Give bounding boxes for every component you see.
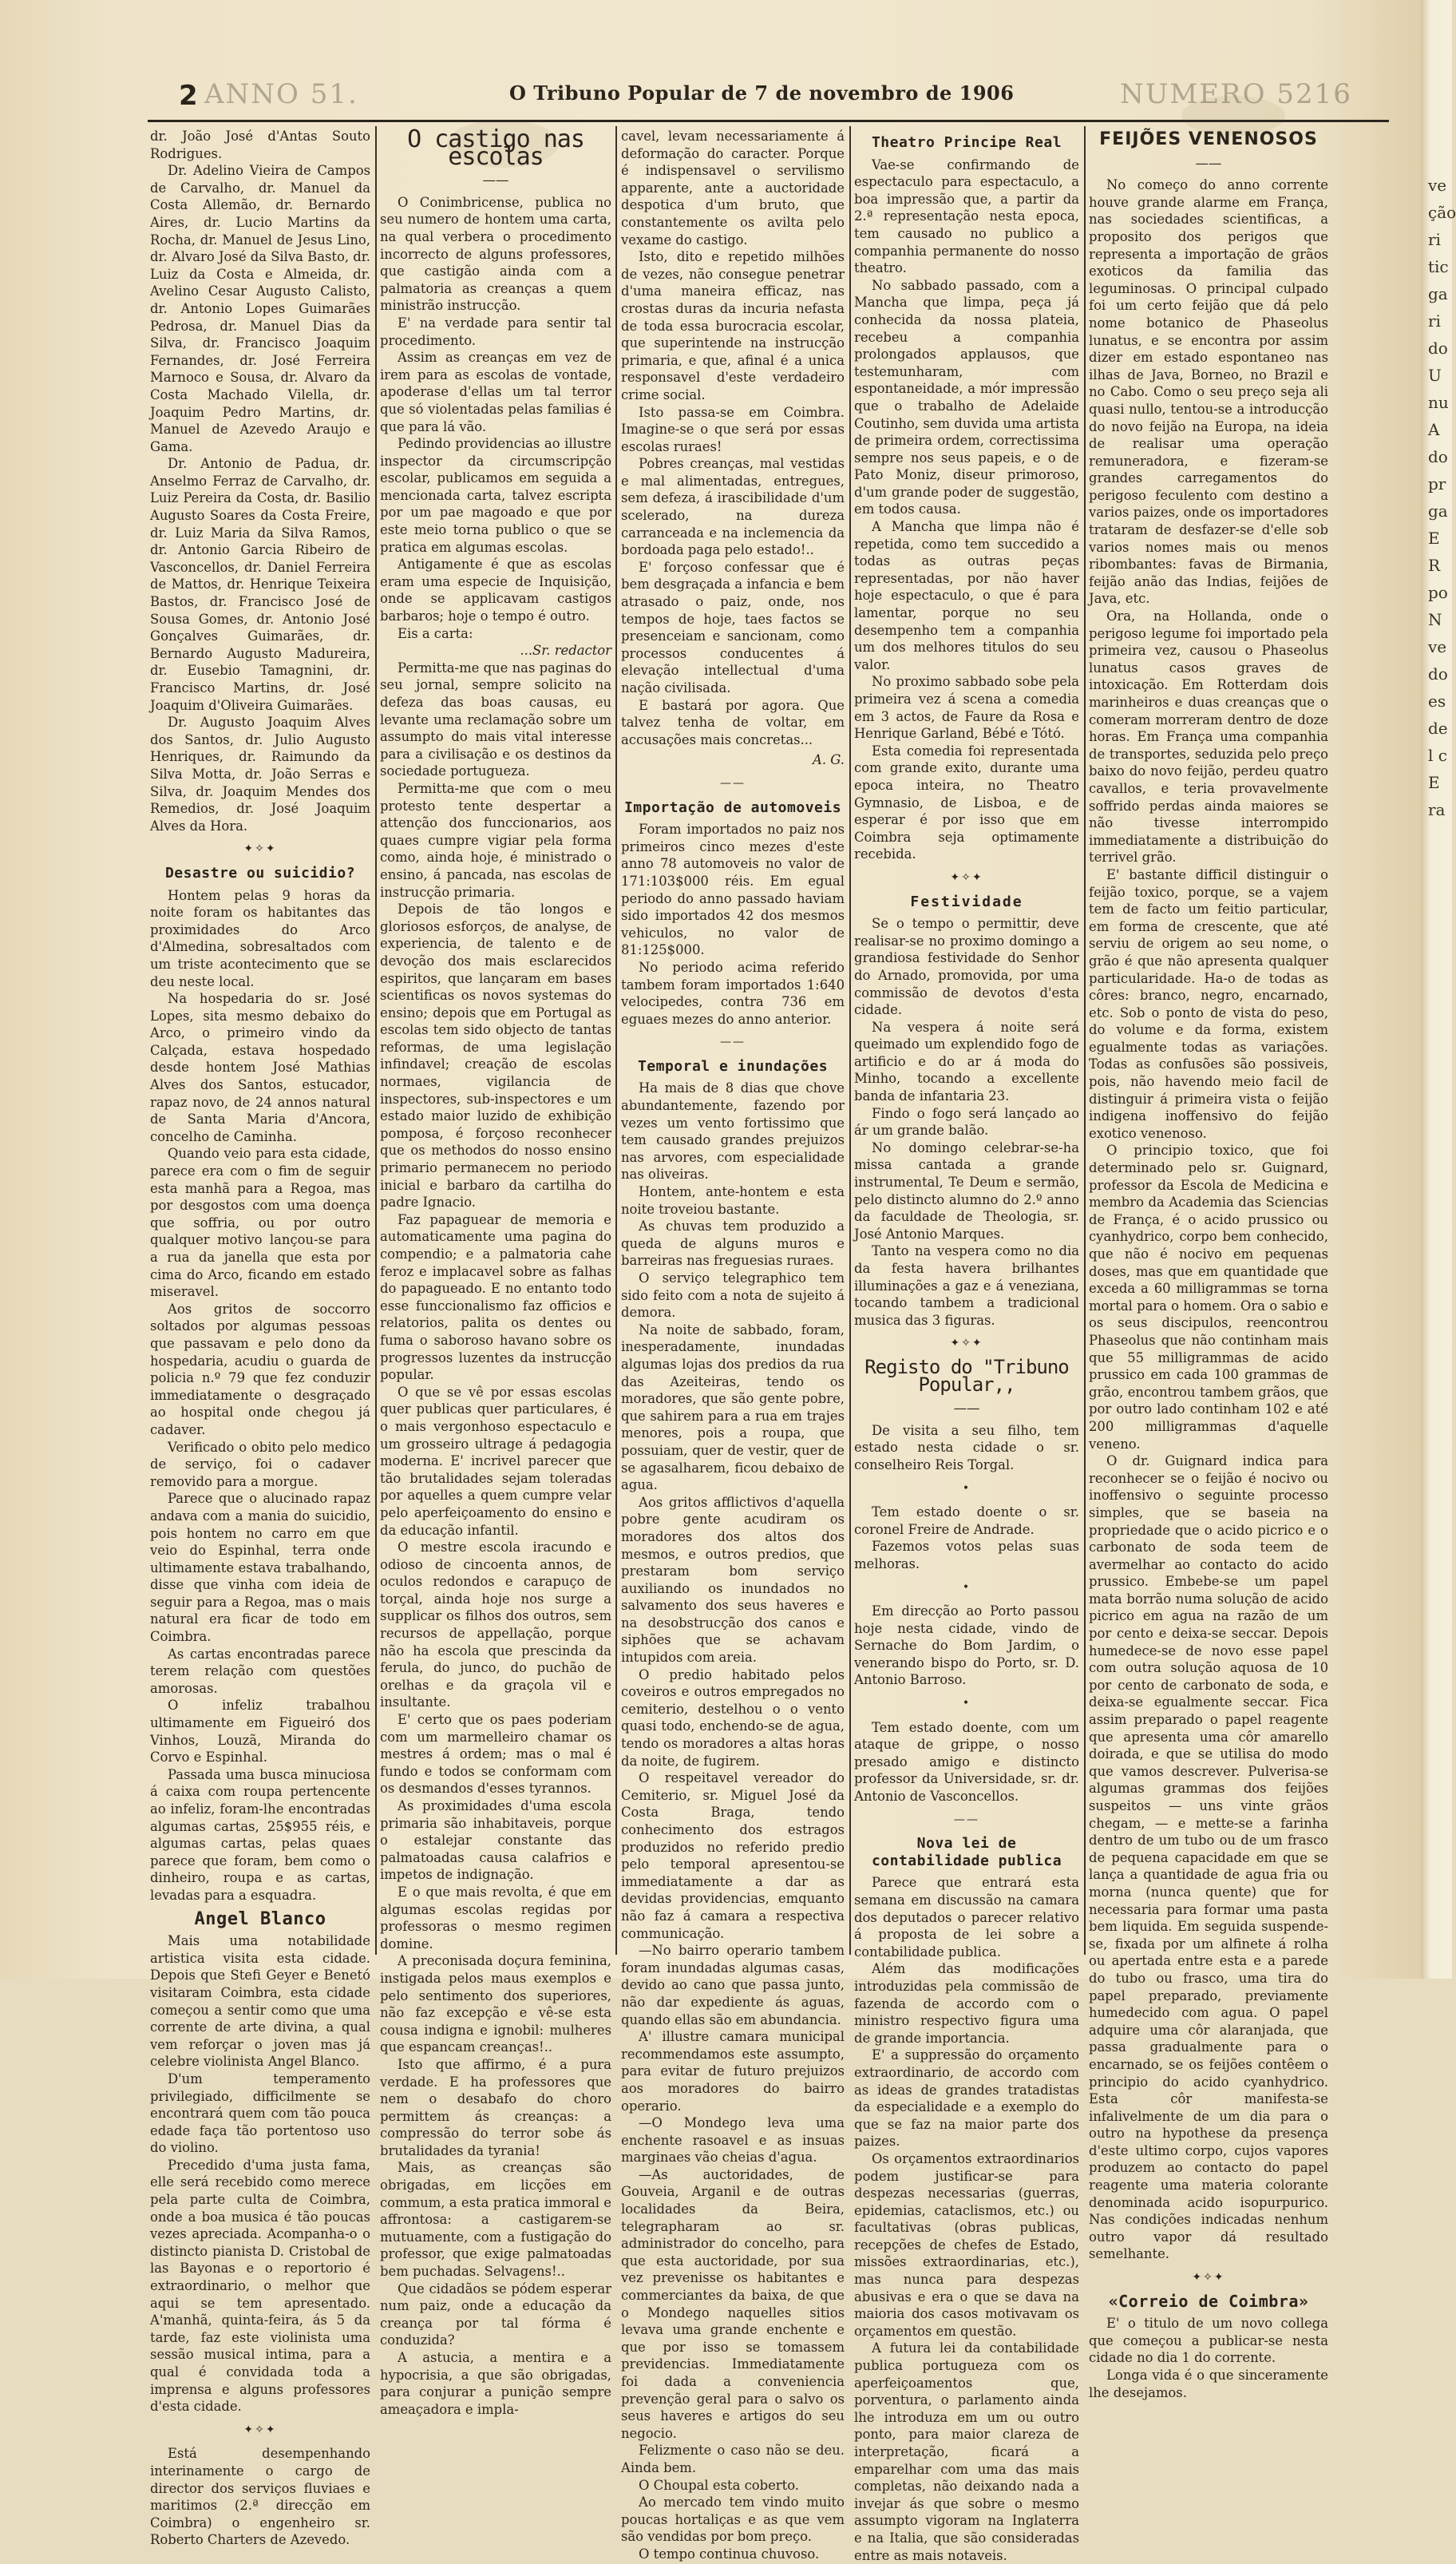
paragraph: dr. João José d'Antas Souto Rodrigues. (150, 129, 370, 161)
paragraph: Vae-se confirmando de espectaculo para espectaculo, a boa impressão que, a partir da 2.ª representação nesta epoca, tem causado no publico a companhia permanente do nosso theatro. (854, 157, 1079, 276)
paragraph: Isto que affirmo, é a pura verdade. E ha professores que nem o desabafo do choro permittem ás creanças: a compressão do terror sobe ás brutalidades da tyrania! (380, 2056, 611, 2158)
paragraph: No domingo celebrar-se-ha missa cantada a grande instrumental, Te Deum e sermão, pelo distincto alumno do 2.º anno da faculdade de Theologia, sr. José Antonio Marques. (854, 1139, 1079, 1242)
bleed-through-text: ANNO 51. (204, 78, 358, 110)
paragraph: Aos gritos afflictivos d'aquella pobre gente acudiram os moradores dos altos dos mesmos, e outros predios, que prestaram bom serviço auxiliando os inundados no salvamento dos seus haveres e na desobstrucção dos canos e siphões que se achavam intupidos com areia. (621, 1494, 845, 1666)
paragraph: Esta comedia foi representada com grande exito, durante uma epoca inteira, no Theatro Gymnasio, de Lisboa, e de esperar é por isso que em Coimbra seja optimamente recebida. (854, 743, 1079, 862)
paragraph: O serviço telegraphico tem sido feito com a nota de sujeito á demora. (621, 1270, 845, 1321)
article-heading: Desastre ou suicidio? (164, 864, 356, 882)
salutation: ...Sr. redactor (520, 643, 611, 659)
paragraph: Ao mercado tem vindo muito poucas hortaliças e as que vem são vendidas por bom preço. (621, 2495, 845, 2545)
article-heading: FEIJÕES VENENOSOS (1099, 129, 1318, 149)
ornament-separator: ✦✧✦ (1192, 2271, 1225, 2285)
paragraph: No periodo acima referido tambem foram importados 1:640 velocipedes, contra 736 em eguaes mezes do anno anterior. (621, 959, 845, 1027)
article-heading: Importação de automoveis (623, 799, 842, 816)
column-4 (854, 128, 1079, 2563)
adjacent-page-edge (1421, 0, 1456, 1979)
article-heading: Festividade (910, 893, 1023, 910)
ornament-separator: • (962, 1580, 971, 1594)
paragraph: E' na verdade para sentir tal procedimento. (380, 315, 611, 348)
paragraph: Assim as creanças em vez de irem para as escolas de vontade, apoderase d'ellas um tal terror que só violentadas pelas familias é que para lá vão. (380, 350, 611, 434)
ornament-separator: —— (954, 1813, 979, 1826)
paragraph: Tem estado doente o sr. coronel Freire de Andrade. (854, 1504, 1079, 1537)
paragraph: Verificado o obito pelo medico de serviço, foi o cadaver removido para a morgue. (150, 1439, 370, 1489)
article-heading: Theatro Principe Real (871, 134, 1062, 151)
ornament-separator: —— (720, 776, 746, 790)
paragraph: A' illustre camara municipal recommendamos este assumpto, para evitar de futuro prejuizos aos moradores do bairro operario. (621, 2029, 845, 2114)
paragraph: Precedido d'uma justa fama, elle será recebido como merece pela parte culta de Coimbra, onde a boa musica é tão poucas vezes apreciada. Acompanha-o o distincto pianista D. Cristobal de las Bayonas e o reportorio é extraordinario, o melhor que aqui se tem apresentado. A'manhã, quinta-feira, ás 5 da tarde, faz este violinista uma sessão musical intima, para a qual é convidada toda a imprensa e alguns professores d'esta cidade. (150, 2157, 370, 2415)
paragraph: Na hospedaria do sr. José Lopes, sita mesmo debaixo do Arco, o primeiro vindo da Calçada, estava hospedado desde hontem José Mathias Alves dos Santos, estucador, rapaz novo, de 24 annos natural de Santa Maria d'Ancora, concelho de Caminha. (150, 991, 370, 1144)
paragraph: Dr. Augusto Joaquim Alves dos Santos, dr. Julio Augusto Henriques, dr. Raimundo da Silva Motta, dr. João Serras e Silva, dr. Joaquim Mendes dos Remedios, dr. José Joaquim Alves da Hora. (150, 715, 370, 834)
paragraph: Está desempenhando interinamente o cargo de director dos serviços fluviaes e maritimos (2.ª direcção em Coimbra) o engenheiro sr. Roberto Charters de Azevedo. (150, 2446, 370, 2548)
paragraph: —O Mondego leva uma enchente rasoavel e as insuas marginaes vão cheias d'agua. (621, 2115, 845, 2166)
paragraph: Passada uma busca minuciosa á caixa com roupa pertencente ao infeliz, foram-lhe encontradas algumas cartas, 25$955 réis, e algumas cartas, pelas quaes parece que foram, bem como o dinheiro, roupa e as cartas, levadas para a esquadra. (150, 1766, 370, 1903)
paragraph: Que cidadãos se pódem esperar num paiz, onde a educação da creança por tal fórma é conduzida? (380, 2281, 611, 2348)
article-heading: Registo do "Tribuno Popular,, (864, 1355, 1069, 1396)
paragraph: O tempo continua chuvoso. (639, 2546, 820, 2562)
paragraph: Em direcção ao Porto passou hoje nesta cidade, vindo de Sernache do Bom Jardim, o venerando bispo do Porto, sr. D. Antonio Barroso. (854, 1603, 1079, 1688)
paragraph: —As auctoridades, de Gouveia, Arganil e de outras localidades da Beira, telegrapharam ao sr. administrador do concelho, para que esta auctoridade, por sua vez prevenisse os habitantes e commerciantes da baixa, de que o Mondego naquelles sitios levava uma grande enchente e que por isso se tomassem previdencias. Immediatamente foi dada a conveniencia prevenção geral para o salvo os seus haveres e artigos do seu negocio. (621, 2166, 845, 2441)
paragraph: E bastará por agora. Que talvez tenha de voltar, em accusações mais concretas... (621, 697, 845, 747)
paragraph: Felizmente o caso não se deu. Ainda bem. (621, 2443, 845, 2475)
paragraph: O predio habitado pelos coveiros e outros empregados no cemiterio, destelhou o o vento quasi todo, enchendo-se de agua, tendo os moradores a altas horas da noite, de fugirem. (621, 1666, 845, 1769)
paragraph: Isto passa-se em Coimbra. Imagine-se o que será por essas escolas ruraes! (621, 404, 845, 454)
paragraph: Dr. Adelino Vieira de Campos de Carvalho, dr. Manuel da Costa Allemão, dr. Bernardo Aires, dr. Lucio Martins da Rocha, dr. Manuel de Jesus Lino, dr. Alvaro José da Silva Basto, dr. Luiz da Costa e Almeida, dr. Avelino Cesar Augusto Calisto, dr. Antonio Lopes Guimarães Pedrosa, dr. Manuel Dias da Silva, dr. Francisco Joaquim Fernandes, dr. José Ferreira Marnoco e Sousa, dr. Alvaro da Costa Machado Vilella, dr. Joaquim Pedro Martins, dr. Manuel de Azevedo Araujo e Gama. (150, 163, 370, 454)
column-rule (849, 126, 851, 1955)
column-rule (1084, 126, 1086, 1955)
bleed-through-text: NUMERO 5216 (1120, 78, 1352, 110)
column-2 (380, 125, 611, 2417)
paragraph: Eis a carta: (398, 625, 473, 641)
ornament-separator: ✦✧✦ (243, 842, 277, 856)
paragraph: No começo do anno corrente houve grande alarme em França, nas sociedades scientificas, a proposito dos perigos que representa a importação de grãos exoticos da familia das leguminosas. O principal culpado foi um certo feijão que dá pelo nome botanico de Phaseolus lunatus, e se encontra por assim dizer em estado espontaneo nas ilhas de Java, Borneo, no Brazil e no Cabo. Como o seu preço seja ali quasi nullo, tentou-se a introducção do novo feijão na Europa, na ideia de realisar uma operação remuneradora, e fizeram-se grandes carregamentos do perigoso feculento com destino a varios paizes, onde os importadores trataram de desfazer-se d'elle sob varios nomes mais ou menos ribombantes: favas de Birmania, feijão anão das Indias, feijões de Java, etc. (1089, 177, 1328, 607)
paragraph: Tanto na vespera como no dia da festa havera brilhantes illuminações a gaz e á veneziana, tocando tambem a tradicional musica das 3 figuras. (854, 1243, 1079, 1328)
paragraph: Na noite de sabbado, foram, inesperadamente, inundadas algumas lojas dos predios da rua das Azeiteiras, tendo os moradores, que são gente pobre, que sahirem para a rua em trajes menores, pois a roupa, que possuiam, quer de vestir, quer de se agasalharem, ficou debaixo de agua. (621, 1322, 845, 1493)
paragraph: Quando veio para esta cidade, parece era com o fim de seguir esta manhã para a Regoa, mas por desgostos com uma doença que soffria, ou por outro qualquer motivo lançou-se para a rua da janella que esta por cima do Arco, ficando em estado miseravel. (150, 1146, 370, 1300)
paragraph: O principio toxico, que foi determinado pelo sr. Guignard, professor da Escola de Medicina e membro da Academia das Sciencias de França, é o acido prussico ou cyanhydrico, corpo bem conhecido, que não é nocivo em pequenas doses, mas que em quantidade que exceda a 60 milligrammas se torna mortal para o homem. Ora o sabio e os seus discipulos, reencontrou Phaseolus que não continham mais que 55 milligrammas de acido prussico em cada 100 grammas de grão, encontrou tambem grãos, que por outro lado continham 102 e até 200 milligrammas d'aquelle veneno. (1089, 1143, 1328, 1452)
paragraph: O mestre escola iracundo e odioso de cincoenta annos, de oculos redondos e carapuço de torçal, ainda hoje nos surge a supplicar os filhos dos outros, sem recursos de appellação, porque não ha escola que prescinda da ferula, do junco, do puchão de orelhas e da graçola vil e insultante. (380, 1540, 611, 1710)
paragraph: Mais, as creanças são obrigadas, em licções em commum, a esta pratica immoral e affrontosa: a castigarem-se mutuamente, com a fustigação do professor, que exige palmatoadas bem puchadas. Selvagens!.. (380, 2160, 611, 2280)
article-heading: O castigo nas escolas (407, 125, 584, 171)
paragraph: E' o titulo de um novo collega que começou a publicar-se nesta cidade no dia 1 do corrente. (1089, 2316, 1328, 2366)
paragraph: Dr. Antonio de Padua, dr. Anselmo Ferraz de Carvalho, dr. Luiz Pereira da Costa, dr. Basilio Augusto Soares da Costa Freire, dr. Luiz Maria da Silva Ramos, dr. Antonio Garcia Ribeiro de Vasconcellos, dr. Daniel Ferreira de Mattos, dr. Henrique Teixeira Bastos, dr. Francisco José de Sousa Gomes, dr. Antonio José Gonçalves Guimarães, dr. Bernardo Augusto Madureira, dr. Eusebio Tamagnini, dr. Francisco Martins, dr. José Joaquim d'Oliveira Guimarães. (150, 456, 370, 713)
paragraph: Na vespera á noite será queimado um explendido fogo de artificio e do ar á moda do Minho, tocando a excellente banda de infantaria 23. (854, 1019, 1079, 1104)
column-rule (615, 126, 617, 1955)
paragraph: Hontem pelas 9 horas da noite foram os habitantes das proximidades do Arco d'Almedina, sobresaltados com um triste acontecimento que se deu neste local. (150, 887, 370, 989)
paragraph: No sabbado passado, com a Mancha que limpa, peça já conhecida da nossa plateia, recebeu a companhia prolongados applausos, que testemunharam, com espontaneidade, a mór impressão que o trabalho de Adelaide Coutinho, sem duvida uma artista de primeira ordem, correctissima sempre nos seus papeis, e o de Pato Moniz, diseur primoroso, d'um grande poder de suggestão, em todos causa. (854, 277, 1079, 517)
paragraph: Findo o fogo será lançado ao ár um grande balão. (854, 1105, 1079, 1139)
paragraph: E' a suppressão do orçamento extraordinario, de accordo com as ideas de grandes tratadistas da especialidade e a exemplo do que se faz na maior parte dos paizes. (854, 2047, 1079, 2150)
ornament-separator: • (962, 1481, 971, 1495)
paragraph: Foram importados no paiz nos primeiros cinco mezes d'este anno 78 automoveis no valor de 171:103$000 réis. Em egual periodo do anno passado haviam sido importados 42 dos mesmos vehiculos, no valor de 81:125$000. (621, 822, 845, 958)
article-heading: Temporal e inundações (637, 1057, 829, 1075)
signature: A. G. (813, 752, 845, 768)
paragraph: As chuvas tem produzido a queda de alguns muros e barreiras nas freguesias ruraes. (621, 1219, 845, 1269)
paragraph: As proximidades d'uma escola primaria são inhabitaveis, porque o estalejar constante das palmatoadas causa calafrios e impetos de indignação. (380, 1798, 611, 1883)
paragraph: Aos gritos de soccorro soltados por algumas pessoas que passavam e pelo dono da hospedaria, acudiu o guarda de policia n.º 79 que fez conduzir immediatamente o desgraçado ao hospital onde chegou já cadaver. (150, 1301, 370, 1437)
paragraph: Permitta-me que nas paginas do seu jornal, sempre solicito na defeza das boas causas, eu levante uma reclamação sobre um assumpto do mais vital interesse para a civilisação e os destinos da sociedade portugueza. (380, 660, 611, 779)
paragraph: A astucia, a mentira e a hypocrisia, a que são obrigadas, para conjurar a punição sempre ameaçadora e impla- (380, 2350, 611, 2417)
paragraph: No proximo sabbado sobe pela primeira vez á scena a comedia em 3 actos, de Faure da Rosa e Henrique Garland, Bébé e Tótó. (854, 674, 1079, 742)
paragraph: Tem estado doente, com um ataque de grippe, o nosso presado amigo e distincto professor da Universidade, sr. dr. Antonio de Vasconcellos. (854, 1719, 1079, 1805)
paragraph: E' forçoso confessar que é bem desgraçada a infancia e bem atrasado o paiz, onde, nos tempos de hoje, taes factos se presenceiam e sancionam, como processos conducentes á elevação intellectual d'uma nação civilisada. (621, 559, 845, 695)
paragraph: E o que mais revolta, é que em algumas escolas regidas por professoras o mesmo regimen domine. (380, 1884, 611, 1952)
paragraph: O Conimbricense, publica no seu numero de hontem uma carta, na qual verbera o procedimento incorrecto de alguns professores, que castigão ainda com a palmatoria as creanças a quem ministrão instrucção. (380, 194, 611, 314)
paragraph: Os orçamentos extraordinarios podem justificar-se para despezas necessarias (guerras, epidemias, cataclismos, etc.) ou facultativas (obras publicas, recepções de chefes de Estado, missões extraordinarias, etc.), mas nunca para despezas abusivas e era o que se dava na maioria dos casos motivavam os orçamentos em questão. (854, 2150, 1079, 2339)
paragraph: Longa vida é o que sinceramente lhe desejamos. (1089, 2368, 1328, 2400)
page-title: O Tribuno Popular de 7 de novembro de 1906 (509, 81, 1015, 105)
heading-rule: —— (482, 172, 509, 188)
paragraph: A preconisada doçura feminina, instigada pelos maus exemplos e pelo sentimento dos superiores, não faz excepção e vê-se esta cousa indigna e ignobil: mulheres que espancam creanças!.. (380, 1953, 611, 2055)
paragraph: Antigamente é que as escolas eram uma especie de Inquisição, onde se applicavam castigos barbaros; hoje o tempo é outro. (380, 557, 611, 624)
page-number: 2 (179, 80, 198, 112)
heading-rule: —— (1195, 155, 1222, 171)
article-heading: «Correio de Coimbra» (1108, 2291, 1309, 2311)
adjacent-page-text: ve ção ri tic ga ri do U nu A do pr ga E R po N ve do es de l c E ra (1428, 176, 1456, 819)
paragraph: Permitta-me que com o meu protesto tente despertar a attenção dos funccionarios, aos quaes cumpre vigiar pela forma como, ainda hoje, é ministrado o ensino, á pancada, nas escolas de instrucção primaria. (380, 780, 611, 900)
column-rule (375, 126, 377, 1955)
paragraph: Ora, na Hollanda, onde o perigoso legume foi importado pela primeira vez, causou o Phaseolus lunatus casos graves de intoxicação. Em Rotterdam dois marinheiros e duas creanças que o comeram morreram dentro de doze horas. Em França uma companhia de transportes, seduzida pelo preço baixo do novo feijão, perdeu quatro cavallos, e teria provavelmente soffrido perdas ainda maiores se não tivesse interrompido immediatamente a distribuição do terrivel grão. (1089, 608, 1328, 866)
paragraph: Parece que o alucinado rapaz andava com a mania do suicidio, pois hontem no carro em que veio do Espinhal, terra onde ultimamente estava trabalhando, disse que vinha com ideia de seguir para a Regoa, mas o mais natural era ficar de todo em Coimbra. (150, 1491, 370, 1645)
paragraph: A Mancha que limpa não é repetida, como tem succedido a todas as outras peças representadas, por não haver hoje espectaculo, o que é para lamentar, porque no seu desempenho tem a companhia um dos melhores titulos do seu valor. (854, 519, 1079, 672)
paragraph: Pobres creanças, mal vestidas e mal alimentadas, entregues, sem defeza, á irascibilidade d'um scelerado, na dureza carranceada e na inclemencia da bordoada paga pelo estado!.. (621, 456, 845, 558)
paragraph: O respeitavel vereador do Cemiterio, sr. Miguel José da Costa Braga, tendo conhecimento dos estragos produzidos no referido predio pelo temporal apresentou-se immediatamente a dar as devidas providencias, emquanto não faz á camara a respectiva communicação. (621, 1770, 845, 1941)
paragraph: Além das modificações introduzidas pela commissão de fazenda de accordo com o ministro respectivo figura uma de grande importancia. (854, 1961, 1079, 2046)
paragraph: Mais uma notabilidade artistica visita esta cidade. Depois que Stefi Geyer e Benetó visitaram Coimbra, esta cidade começou a sentir como que uma corrente de arte divina, a qual vem reforçar o joven mas já celebre violinista Angel Blanco. (150, 1933, 370, 2070)
paragraph: Hontem, ante-hontem e esta noite troveiou bastante. (621, 1184, 845, 1217)
paragraph: Se o tempo o permittir, deve realisar-se no proximo domingo a grandiosa festividade do Senhor do Arnado, promovida, por uma commissão de devotos d'esta cidade. (854, 916, 1079, 1018)
page-header (142, 80, 1387, 112)
paragraph: As cartas encontradas parece terem relação com questões amorosas. (150, 1646, 370, 1696)
paragraph: O infeliz trabalhou ultimamente em Figueiró dos Vinhos, Louzã, Miranda do Corvo e Espinhal. (150, 1698, 370, 1765)
column-5 (1089, 128, 1328, 2400)
ornament-separator: —— (720, 1036, 746, 1049)
header-rule (148, 120, 1389, 122)
paragraph: De visita a seu filho, tem estado nesta cidade o sr. conselheiro Reis Torgal. (854, 1422, 1079, 1472)
paragraph: Isto, dito e repetido milhões de vezes, não consegue penetrar d'uma maneira efficaz, nas crostas duras da incuria nefasta de toda essa burocracia escolar, que superintende na instrucção primaria, e que, afinal é a unica responsavel d'este verdadeiro crime social. (621, 249, 845, 402)
paragraph: O que se vê por essas escolas quer publicas quer particulares, é o mais vergonhoso espectaculo e um grosseiro ultrage á pedagogia moderna. E' incrivel parecer que tão brutalidades sejam toleradas por aquelles a quem cumpre velar pelo aperfeiçoamento do ensino e da educação infantil. (380, 1384, 611, 1538)
paragraph: Depois de tão longos e gloriosos esforços, de analyse, de experiencia, de talento e de devoção dos mais esclarecidos espiritos, que lançaram em bases scientificas os novos systemas do ensino; depois que em Portugal as escolas tem sido objecto de tantas reformas, de uma legislação infindavel; creação de escolas normaes, vigilancia de inspectores, sub-inspectores e um estado maior luzido de exhibição pomposa, é forçoso reconhecer que os methodos do nosso ensino primario permanecem no periodo inicial e barbaro da cartilha do padre Ignacio. (380, 902, 611, 1211)
paragraph: Fazemos votos pelas suas melhoras. (854, 1539, 1079, 1571)
paragraph: Ha mais de 8 dias que chove abundantemente, fazendo por vezes um vento fortissimo que tem causado grandes prejuizos nas arvores, com especialidade nas oliveiras. (621, 1080, 845, 1183)
ornament-separator: ✦✧✦ (950, 1337, 983, 1350)
paragraph: Parece que entrará esta semana em discussão na camara dos deputados o parecer relativo á proposta de lei sobre a contabilidade publica. (854, 1875, 1079, 1960)
paragraph: cavel, levam necessariamente á deformação do caracter. Porque é indispensavel o servilismo apparente, ante a auctoridade despotica d'um bruto, que constantemente os avilta pelo vexame do castigo. (621, 129, 845, 248)
paragraph: O Choupal esta coberto. (639, 2477, 800, 2493)
paragraph: —No bairro operario tambem foram inundadas algumas casas, devido ao cano que passa junto, não dar expediente ás aguas, quando ellas são em abundancia. (621, 1943, 845, 2027)
paragraph: Faz papaguear de memoria e automaticamente uma pagina do compendio; e a palmatoria cahe feroz e implacavel sobre as falhas do papagueado. E no entanto todo esse funccionalismo faz officios e relatorios, palita os dentes ou fuma o saboroso havano sobre os progressos luzentes da instrucção popular. (380, 1211, 611, 1383)
heading-rule: —— (953, 1401, 980, 1417)
column-3 (621, 128, 845, 2562)
paragraph: O dr. Guignard indica para reconhecer se o feijão é nocivo ou inoffensivo o seguinte processo simples, que se baseia na propriedade que o acido picrico e o carbonato de soda teem de avermelhar ao contacto do acido prussico. Embebe-se um papel mata borrão numa solução de acido picrico em agua na razão de um por cento e deixa-se seccar. Depois humedece-se de novo esse papel com outra solução aquosa de 10 por cento de carbonato de soda, e deixa-se egualmente seccar. Fica assim preparado o papel reagente que apresenta uma côr amarello doirada, e que se utilisa do modo que vamos descrever. Pulverisa-se algumas grammas dos feijões suspeitos — uns vinte grãos chegam, — e mette-se a farinha dentro de um tubo ou de um frasco de pequena capacidade em que se lança a quantidade de agua fria ou morna (nunca quente) que for necessaria para formar uma pasta bem liquida. Em seguida suspende-se, fixada por um alfinete á rolha ou apertada entre esta e a parede do tubo ou frasco, uma tira do papel preparado, previamente humedecido com agua. O papel adquire uma côr alaranjada, que passa gradualmente para o encarnado, se os feijões contêem o principio do acido cyanhydrico. Esta côr manifesta-se infalivelmente de um dia para o outro na hypothese da presença d'este ultimo corpo, cujos vapores produzem ao contacto do papel reagente uma materia colorante denominada acido isopurpurico. Nas condições indicadas nenhum outro vapor dá resultado semelhante. (1089, 1453, 1328, 2262)
ornament-separator: ✦✧✦ (950, 870, 983, 884)
ornament-separator: • (962, 1697, 971, 1710)
column-1 (150, 128, 370, 2548)
article-heading: Nova lei de contabilidade publica (871, 1835, 1062, 1869)
paragraph: E' bastante difficil distinguir o feijão toxico, porque, se a vajem tem de facto um feitio particular, em forma de crescente, que até serviu de origem ao seu nome, o grão é que não apresenta qualquer particularidade. Ha-o de todas as côres: branco, negro, encarnado, etc. Sob o ponto de vista do peso, do volume e da forma, existem egualmente todas as variações. Todas as confusões são possiveis, pois, não havendo meio facil de distinguir á primeira vista o feijão indigena inoffensivo do feijão exotico venenoso. (1089, 866, 1328, 1141)
paragraph: Pedindo providencias ao illustre inspector da circumscripção escolar, publicamos em seguida a mencionada carta, talvez escripta por um pae magoado e que por este meio torna publico o que se pratica em algumas escolas. (380, 436, 611, 555)
paragraph: A futura lei da contabilidade publica portugueza com os aperfeiçoamentos que, porventura, o parlamento ainda lhe introduza em um ou outro ponto, para maior clareza de interpretação, ficará a emparelhar com uma das mais completas, não deixando nada a invejar ás que sobre o mesmo assumpto vigoram na Inglaterra e na Italia, que são consideradas entre as mais notaveis. (854, 2340, 1079, 2563)
ornament-separator: ✦✧✦ (243, 2423, 277, 2436)
paragraph: E' certo que os paes poderiam com um marmelleiro chamar os mestres á ordem; mas o mal é fundo e todos se conformam com os desmandos d'esses tyrannos. (380, 1712, 611, 1797)
paragraph: D'um temperamento privilegiado, difficilmente se encontrará quem com tão pouca edade faça tão portentoso uso do violino. (150, 2071, 370, 2156)
article-heading: Angel Blanco (194, 1908, 326, 1929)
